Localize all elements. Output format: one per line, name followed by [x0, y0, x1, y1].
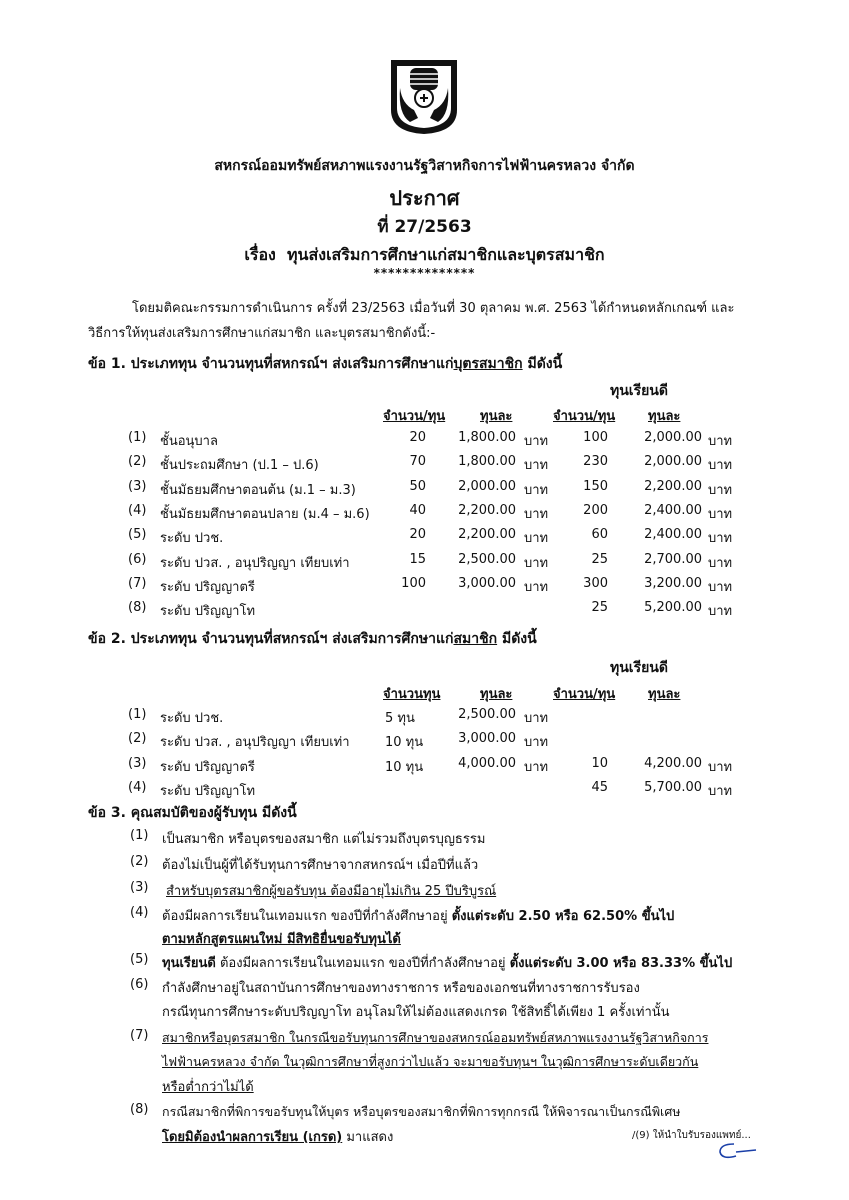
section2-row-amount: 3,000.00: [458, 731, 516, 747]
section2-row-number: (1): [128, 707, 147, 722]
subject-label: เรื่อง: [244, 245, 276, 264]
qualification-5-line: [162, 952, 732, 973]
organization-name: สหกรณ์ออมทรัพย์สหภาพแรงงานรัฐวิสาหกิจการไฟฟ้านครหลวง จำกัด: [214, 158, 635, 174]
section1-row-excellent-unit: บาท: [708, 555, 733, 571]
section1-row-count: 40: [409, 502, 426, 518]
section2-row-unit: บาท: [524, 711, 549, 726]
section1-row-excellent-unit: บาท: [708, 434, 733, 449]
section-1-col-ex-count: จำนวน/ทุน: [553, 409, 616, 424]
qualification-4-line-1: [162, 905, 674, 926]
qualification-8-line-1: กรณีสมาชิกที่พิการขอรับทุนให้บุตร หรือบุตรของสมาชิกที่พิการทุกกรณี ให้พิจารณาเป็นกรณีพิเศษ: [162, 1104, 681, 1119]
section1-row-excellent-amount: 2,400.00: [644, 527, 702, 543]
section1-row-level: ระดับ ปริญญาตรี: [160, 579, 255, 595]
section1-row-excellent-unit: บาท: [708, 604, 733, 620]
section1-row-amount: 2,200.00: [458, 502, 516, 518]
section-2-col-count: จำนวนทุน: [383, 687, 441, 702]
section2-row-count: 10 ทุน: [385, 759, 424, 775]
qualification-8-line-2: [162, 1126, 393, 1147]
section-1-excellent-header: ทุนเรียนดี: [610, 383, 668, 399]
subject-text: ทุนส่งเสริมการศึกษาแก่สมาชิกและบุตรสมาชิก: [287, 245, 605, 264]
section-2-col-ex-amount: ทุนละ: [648, 687, 681, 702]
section1-row-excellent-amount: 2,700.00: [644, 551, 702, 567]
stars-divider: **************: [373, 266, 476, 280]
section1-row-excellent-amount: 5,200.00: [644, 600, 702, 616]
section2-row-level: ระดับ ปวส. , อนุปริญญา เทียบเท่า: [160, 735, 350, 751]
section2-row-number: (2): [128, 731, 147, 747]
section1-row-level: ระดับ ปริญญาโท: [160, 604, 256, 620]
section1-row-count: 15: [409, 551, 426, 567]
section1-row-excellent-count: 60: [591, 527, 608, 543]
section-2-excellent-header: ทุนเรียนดี: [610, 660, 668, 676]
section-1-title-target: บุตรสมาชิก: [453, 356, 523, 372]
section-1-col-ex-amount: ทุนละ: [648, 409, 681, 424]
qualification-4-number: (4): [130, 905, 149, 920]
section1-row-number: (4): [128, 502, 147, 518]
section2-row-level: ระดับ ปวช.: [160, 711, 224, 726]
qualification-1-number: (1): [130, 828, 149, 843]
section1-row-excellent-amount: 2,200.00: [644, 478, 702, 494]
section2-row-number: (4): [128, 779, 147, 795]
section1-row-level: ระดับ ปวช.: [160, 531, 224, 547]
section1-row-excellent-count: 150: [583, 478, 608, 494]
section1-row-excellent-count: 25: [591, 551, 608, 567]
section1-row-level: ระดับ ปวส. , อนุปริญญา เทียบเท่า: [160, 555, 350, 571]
section1-row-amount: 2,000.00: [458, 478, 516, 494]
qualification-7-line-2: ไฟฟ้านครหลวง จำกัด ในวุฒิการศึกษาที่สูงกว่าไปแล้ว จะมาขอรับทุนฯ ในวุฒิการศึกษาระดับเดียวกัน: [162, 1054, 699, 1069]
section1-row-number: (2): [128, 454, 147, 470]
section1-row-level: ชั้นมัธยมศึกษาตอนต้น (ม.1 – ม.3): [160, 482, 356, 498]
qualification-8-emphasis: โดยมิต้องนำผลการเรียน (เกรด): [162, 1130, 343, 1145]
section2-row-level: ระดับ ปริญญาโท: [160, 783, 256, 799]
section1-row-number: (1): [128, 430, 147, 445]
section2-row-count: 5 ทุน: [385, 711, 415, 726]
qualification-5-number: (5): [130, 952, 149, 967]
continuation-note: /(9) ให้นำใบรับรองแพทย์...: [632, 1130, 751, 1141]
qualification-7-number: (7): [130, 1028, 149, 1043]
section1-row-unit: บาท: [524, 506, 549, 522]
section1-row-number: (8): [128, 600, 147, 616]
section1-row-amount: 3,000.00: [458, 575, 516, 591]
cooperative-logo-icon: [388, 58, 460, 136]
section-1-title-suffix: มีดังนี้: [522, 356, 563, 372]
section-2-col-ex-count: จำนวน/ทุน: [553, 687, 616, 702]
section1-row-unit: บาท: [524, 555, 549, 571]
section1-row-count: 20: [409, 430, 426, 445]
section-2-col-amount: ทุนละ: [480, 687, 513, 702]
section1-row-excellent-amount: 3,200.00: [644, 575, 702, 591]
section1-row-amount: 2,200.00: [458, 527, 516, 543]
qualification-7-line-1: สมาชิกหรือบุตรสมาชิก ในกรณีขอรับทุนการศึกษาของสหกรณ์ออมทรัพย์สหภาพแรงงานรัฐวิสาหกิจการ: [162, 1030, 709, 1045]
section1-row-unit: บาท: [524, 482, 549, 498]
section1-row-excellent-unit: บาท: [708, 531, 733, 547]
intro-line-2: วิธีการให้ทุนส่งเสริมการศึกษาแก่สมาชิก และบุตรสมาชิกดังนี้:-: [88, 326, 436, 341]
section2-row-amount: 4,000.00: [458, 755, 516, 771]
section1-row-excellent-count: 230: [583, 454, 608, 470]
section1-row-number: (3): [128, 478, 147, 494]
qualification-5-criteria: ตั้งแต่ระดับ 3.00 หรือ 83.33% ขึ้นไป: [509, 956, 733, 971]
section1-row-unit: บาท: [524, 531, 549, 547]
qualification-6-line-1: กำลังศึกษาอยู่ในสถาบันการศึกษาของทางราชการ หรือของเอกชนที่ทางราชการรับรอง: [162, 981, 640, 996]
qualification-3-text: สำหรับบุตรสมาชิกผู้ขอรับทุน ต้องมีอายุไม่เกิน 25 ปีบริบูรณ์: [166, 884, 497, 899]
document-number: ที่ 27/2563: [377, 217, 472, 237]
subject-line: [0, 243, 849, 268]
section1-row-unit: บาท: [524, 458, 549, 474]
section1-row-excellent-unit: บาท: [708, 482, 733, 498]
section2-row-count: 10 ทุน: [385, 735, 424, 751]
section1-row-level: ชั้นประถมศึกษา (ป.1 – ป.6): [160, 458, 319, 474]
section1-row-excellent-unit: บาท: [708, 458, 733, 474]
document-type-title: ประกาศ: [389, 186, 460, 210]
section1-row-unit: บาท: [524, 434, 549, 449]
section1-row-amount: 2,500.00: [458, 551, 516, 567]
section-1-title-text: ข้อ 1. ประเภททุน จำนวนทุนที่สหกรณ์ฯ ส่งเสริมการศึกษาแก่: [88, 356, 454, 372]
qualification-7-line-3: หรือต่ำกว่าไม่ได้: [162, 1080, 254, 1095]
section1-row-number: (7): [128, 575, 147, 591]
section1-row-number: (6): [128, 551, 147, 567]
section-2-title-text: ข้อ 2. ประเภททุน จำนวนทุนที่สหกรณ์ฯ ส่งเสริมการศึกษาแก่: [88, 631, 454, 647]
qualification-4-text: ต้องมีผลการเรียนในเทอมแรก ของปีที่กำลังศึกษาอยู่: [162, 909, 452, 924]
section-1-title: [88, 353, 562, 375]
section-2-title: [88, 628, 537, 650]
section2-row-amount: 2,500.00: [458, 707, 516, 722]
intro-line-1: โดยมติคณะกรรมการดำเนินการ ครั้งที่ 23/2563 เมื่อวันที่ 30 ตุลาคม พ.ศ. 2563 ได้กำหนดหลักเกณฑ์ และ: [132, 301, 735, 316]
qualification-8-number: (8): [130, 1102, 149, 1117]
section1-row-excellent-amount: 2,000.00: [644, 430, 702, 445]
qualification-8-suffix: มาแสดง: [342, 1130, 394, 1145]
section1-row-excellent-count: 300: [583, 575, 608, 591]
qualification-3-number: (3): [130, 880, 149, 895]
qualification-5-label: ทุนเรียนดี: [162, 956, 216, 971]
section1-row-level: ชั้นอนุบาล: [160, 434, 218, 449]
qualification-6-number: (6): [130, 977, 149, 992]
section2-row-excellent-unit: บาท: [708, 759, 733, 775]
section1-row-excellent-count: 25: [591, 600, 608, 616]
section-1-col-amount: ทุนละ: [480, 409, 513, 424]
section-3-title: ข้อ 3. คุณสมบัติของผู้รับทุน มีดังนี้: [88, 805, 297, 821]
section1-row-excellent-amount: 2,400.00: [644, 502, 702, 518]
signature-mark-icon: [712, 1138, 762, 1166]
section1-row-count: 50: [409, 478, 426, 494]
section1-row-excellent-unit: บาท: [708, 579, 733, 595]
section1-row-unit: บาท: [524, 579, 549, 595]
section1-row-amount: 1,800.00: [458, 454, 516, 470]
section1-row-level: ชั้นมัธยมศึกษาตอนปลาย (ม.4 – ม.6): [160, 506, 370, 522]
qualification-2-text: ต้องไม่เป็นผู้ที่ได้รับทุนการศึกษาจากสหกรณ์ฯ เมื่อปีที่แล้ว: [162, 858, 479, 873]
section2-row-excellent-count: 45: [591, 779, 608, 795]
section1-row-excellent-count: 100: [583, 430, 608, 445]
section1-row-excellent-amount: 2,000.00: [644, 454, 702, 470]
section-2-title-suffix: มีดังนี้: [497, 631, 537, 647]
qualification-4-criteria: ตั้งแต่ระดับ 2.50 หรือ 62.50% ขึ้นไป: [451, 909, 675, 924]
qualification-1-text: เป็นสมาชิก หรือบุตรของสมาชิก แต่ไม่รวมถึงบุตรบุญธรรม: [162, 832, 486, 847]
section1-row-count: 100: [401, 575, 426, 591]
section1-row-amount: 1,800.00: [458, 430, 516, 445]
section-1-col-count: จำนวน/ทุน: [383, 409, 446, 424]
section2-row-excellent-amount: 4,200.00: [644, 755, 702, 771]
qualification-4-line-2: ตามหลักสูตรแผนใหม่ มีสิทธิยื่นขอรับทุนได้: [162, 932, 401, 947]
section-2-title-target: สมาชิก: [453, 631, 498, 647]
section1-row-excellent-count: 200: [583, 502, 608, 518]
section1-row-number: (5): [128, 527, 147, 543]
section2-row-number: (3): [128, 755, 147, 771]
section1-row-count: 70: [409, 454, 426, 470]
qualification-2-number: (2): [130, 854, 149, 869]
qualification-6-line-2: กรณีทุนการศึกษาระดับปริญญาโท อนุโลมให้ไม่ต้องแสดงเกรด ใช้สิทธิ์ได้เพียง 1 ครั้งเท่านั้น: [162, 1005, 670, 1020]
section2-row-unit: บาท: [524, 735, 549, 751]
section2-row-unit: บาท: [524, 759, 549, 775]
section1-row-count: 20: [409, 527, 426, 543]
section1-row-excellent-unit: บาท: [708, 506, 733, 522]
qualification-5-text: ต้องมีผลการเรียนในเทอมแรก ของปีที่กำลังศึกษาอยู่: [215, 956, 510, 971]
section2-row-excellent-amount: 5,700.00: [644, 779, 702, 795]
section2-row-excellent-unit: บาท: [708, 783, 733, 799]
section2-row-level: ระดับ ปริญญาตรี: [160, 759, 255, 775]
section2-row-excellent-count: 10: [591, 755, 608, 771]
